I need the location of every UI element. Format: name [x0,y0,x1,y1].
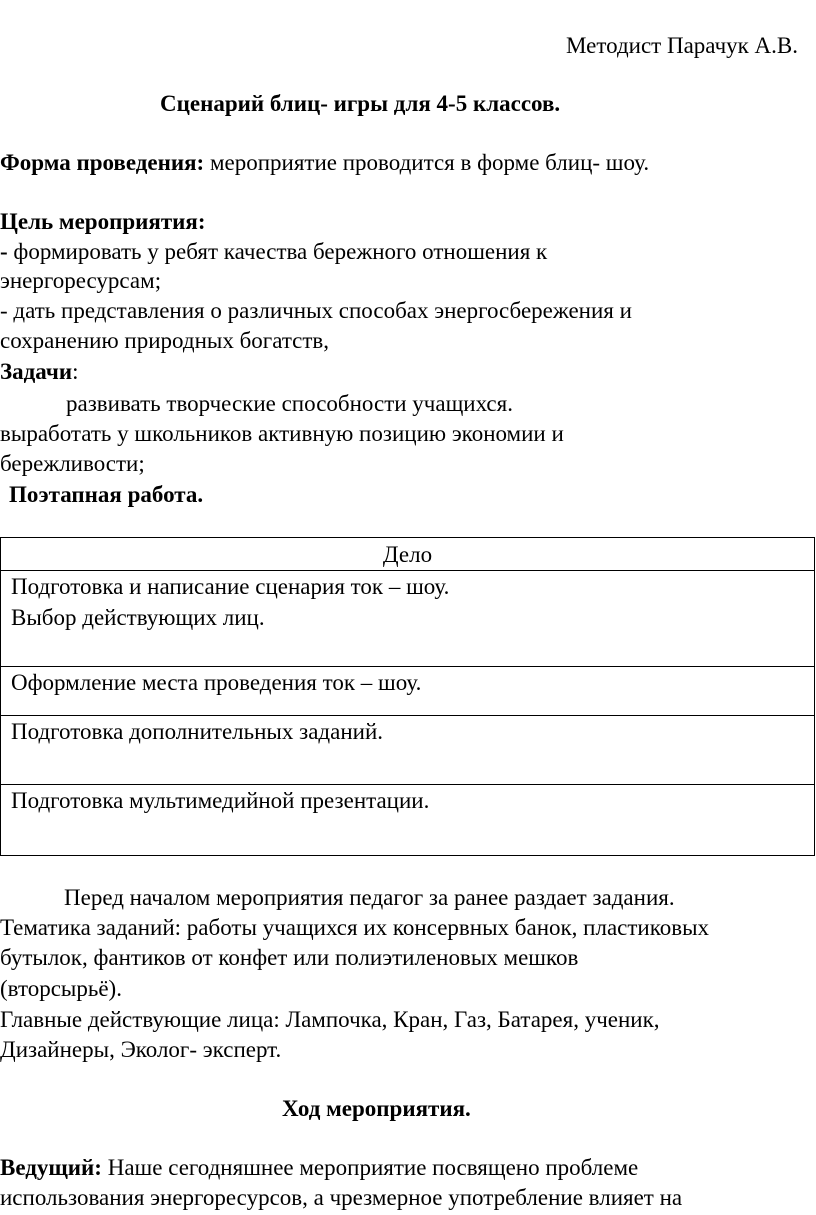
author-line: Методист Парачук А.В. [566,33,799,58]
goal-dash: - [0,239,8,264]
table-header-cell: Дело [1,538,815,571]
goal-text-1: формировать у ребят качества бережного отношения к [7,239,548,264]
host-label: Ведущий: [0,1155,102,1180]
tasks-line-3: бережливости; [0,451,145,476]
intro-line-3: бутылок, фантиков от конфет или полиэтиленовых мешков [0,945,579,970]
intro-line-2: Тематика заданий: работы учащихся их консервных банок, пластиковых [0,915,710,940]
tasks-label: Задачи [0,359,73,384]
table-row [1,716,815,785]
form-label: Форма проведения: [0,150,205,175]
tasks-colon: : [72,359,79,384]
host-text-1: Наше сегодняшнее мероприятие посвящено проблеме [101,1155,639,1180]
tasks-heading [0,360,78,383]
intro-line-5: Главные действующие лица: Лампочка, Кран, Газ, Батарея, ученик, [0,1007,660,1032]
host-line-1 [0,1156,638,1179]
goal-line-1 [0,240,547,263]
table-cell [1,667,815,716]
cell-line: Подготовка дополнительных заданий. [11,719,384,745]
goal-heading: Цель мероприятия: [0,209,206,234]
goal-line-2: энергоресурсам; [0,268,162,293]
form-paragraph [0,151,649,174]
goal-line-4: сохранению природных богатств, [0,328,330,353]
host-line-2: использования энергоресурсов, а чрезмерное употребление влияет на [0,1185,683,1210]
table-cell [1,716,815,785]
page-title: Сценарий блиц- игры для 4-5 классов. [160,91,561,116]
form-text: мероприятие проводится в форме блиц- шоу. [204,150,650,175]
goal-line-3: - дать представления о различных способах энергосбережения и [0,298,632,323]
intro-line-6: Дизайнеры, Эколог- эксперт. [0,1037,282,1062]
cell-line: Подготовка мультимедийной презентации. [11,788,430,814]
tasks-line-2: выработать у школьников активную позицию экономии и [0,421,564,446]
cell-line: Выбор действующих лиц. [11,605,265,631]
table-cell [1,571,815,667]
cell-line: Оформление места проведения ток – шоу. [11,670,422,696]
table-cell [1,785,815,856]
course-heading: Ход мероприятия. [282,1096,471,1121]
table-header-row [1,538,815,571]
cell-line: Подготовка и написание сценария ток – шоу. [11,574,450,600]
table-row [1,785,815,856]
intro-line-1: Перед началом мероприятия педагог за ранее раздает задания. [64,885,675,910]
tasks-table [0,537,815,856]
intro-line-4: (вторсырьё). [0,976,122,1001]
table-row [1,667,815,716]
tasks-line-1: развивать творческие способности учащихся. [66,391,513,416]
stage-heading: Поэтапная работа. [9,482,204,507]
table-row [1,571,815,667]
